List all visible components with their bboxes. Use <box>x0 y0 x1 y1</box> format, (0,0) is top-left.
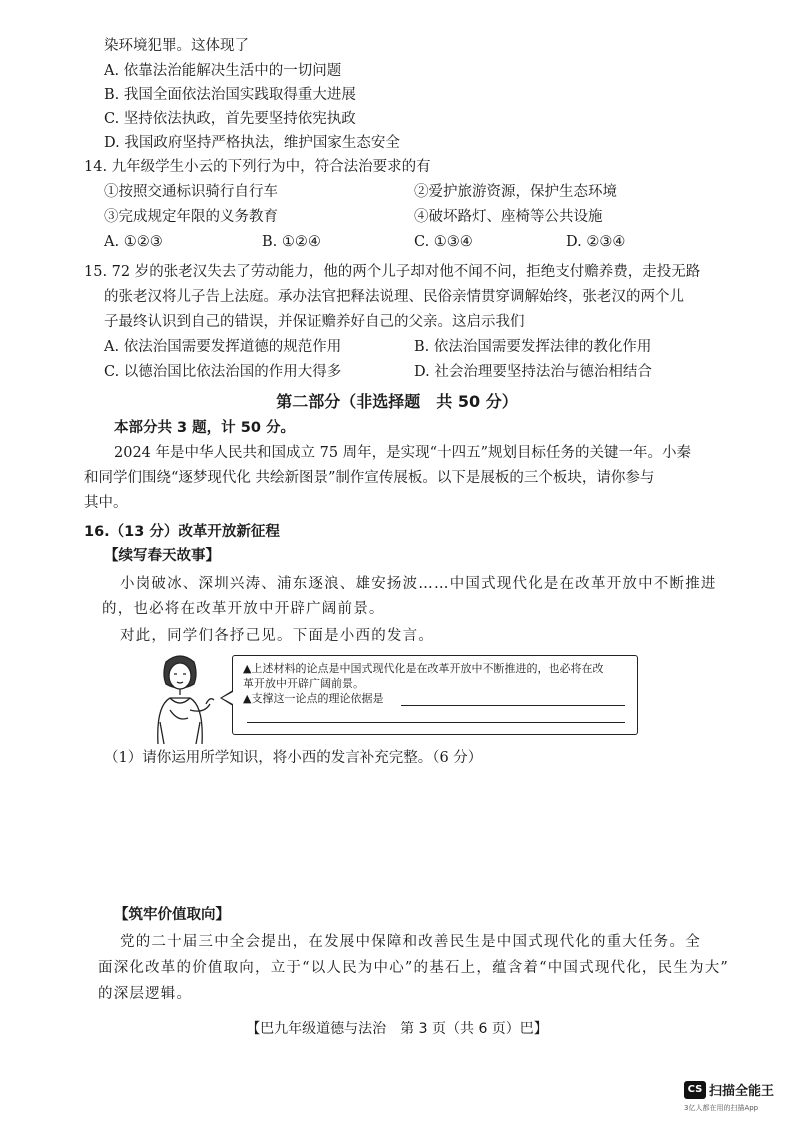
part2-intro-line-2: 和同学们围绕“逐梦现代化 共绘新图景”制作宣传展板。以下是展板的三个板块，请你参与 <box>84 470 655 486</box>
q13-stem-tail: 染环境犯罪。这体现了 <box>104 38 249 54</box>
answer-blank-1[interactable] <box>401 705 625 706</box>
part2-title: 第二部分（非选择题 共 50 分） <box>276 392 518 411</box>
q15-option-c: C. 以德治国比依法治国的作用大得多 <box>104 364 342 380</box>
q14-item-1: ①按照交通标识骑行自行车 <box>104 184 278 200</box>
q15-stem-line-1: 15. 72 岁的张老汉失去了劳动能力，他的两个儿子却对他不闻不问，拒绝支付赡养费，走投无路 <box>84 264 701 280</box>
q16-section-1-title: 【续写春天故事】 <box>104 548 220 564</box>
q14-item-4: ④破坏路灯、座椅等公共设施 <box>414 209 603 225</box>
scanner-logo: CS <box>684 1081 706 1099</box>
q13-option-c: C. 坚持依法执政，首先要坚持依宪执政 <box>104 111 356 127</box>
page-footer: 【巴九年级道德与法治 第 3 页（共 6 页）巴】 <box>246 1021 548 1037</box>
q14-stem: 14. 九年级学生小云的下列行为中，符合法治要求的有 <box>84 159 431 175</box>
part2-intro-line-3: 其中。 <box>84 495 128 511</box>
q15-stem-line-3: 子最终认识到自己的错误，并保证赡养好自己的父亲。这启示我们 <box>104 314 525 330</box>
q15-stem-line-2: 的张老汉将儿子告上法庭。承办法官把释法说理、民俗亲情贯穿调解始终，张老汉的两个儿 <box>104 289 684 305</box>
q15-option-a: A. 依法治国需要发挥道德的规范作用 <box>104 339 342 355</box>
q15-option-d: D. 社会治理要坚持法治与德治相结合 <box>414 364 652 380</box>
scanner-app-name: 扫描全能王 <box>709 1084 775 1099</box>
bubble-line-3: ▲支撑这一论点的理论依据是 <box>243 692 384 705</box>
q13-option-d: D. 我国政府坚持严格执法，维护国家生态安全 <box>104 135 400 151</box>
q16-section-1-line-1: 小岗破冰、深圳兴涛、浦东逐浪、雄安扬波……中国式现代化是在改革开放中不断推进 <box>120 576 717 592</box>
q16-section-2-title: 【筑牢价值取向】 <box>114 907 230 923</box>
q16-section-2-line-2: 面深化改革的价值取向，立于“以人民为中心”的基石上，蕴含着“中国式现代化，民生为大” <box>98 960 730 976</box>
q14-item-3: ③完成规定年限的义务教育 <box>104 209 278 225</box>
speech-bubble <box>232 655 638 735</box>
bubble-line-2: 革开放中开辟广阔前景。 <box>243 677 364 690</box>
q16-section-1-line-2: 的，也必将在改革开放中开辟广阔前景。 <box>102 601 385 617</box>
q16-section-1-line-3: 对此，同学们各抒己见。下面是小西的发言。 <box>120 628 434 644</box>
student-speaker-illustration <box>140 652 220 744</box>
part2-intro-line-1: 2024 年是中华人民共和国成立 75 周年，是实现“十四五”规划目标任务的关键一年。小秦 <box>114 445 692 461</box>
q14-option-d: D. ②③④ <box>566 234 626 250</box>
q16-stem: 16.（13 分）改革开放新征程 <box>84 524 280 540</box>
q15-option-b: B. 依法治国需要发挥法律的教化作用 <box>414 339 652 355</box>
scanner-tagline: 3亿人都在用的扫描App <box>684 1104 759 1112</box>
q14-item-2: ②爱护旅游资源，保护生态环境 <box>414 184 617 200</box>
q14-option-c: C. ①③④ <box>414 234 473 250</box>
q16-section-2-line-1: 党的二十届三中全会提出，在发展中保障和改善民生是中国式现代化的重大任务。全 <box>120 934 701 950</box>
q16-section-2-line-3: 的深层逻辑。 <box>98 986 193 1002</box>
answer-blank-2[interactable] <box>247 722 625 723</box>
q16-sub-question-1: （1）请你运用所学知识，将小西的发言补充完整。（6 分） <box>104 750 483 766</box>
q14-option-b: B. ①②④ <box>262 234 321 250</box>
part2-note: 本部分共 3 题，计 50 分。 <box>114 420 295 436</box>
q13-option-a: A. 依靠法治能解决生活中的一切问题 <box>104 63 342 79</box>
q13-option-b: B. 我国全面依法治国实践取得重大进展 <box>104 87 356 103</box>
speech-bubble-tail-fill <box>222 692 233 704</box>
q14-option-a: A. ①②③ <box>104 234 163 250</box>
bubble-line-1: ▲上述材料的论点是中国式现代化是在改革开放中不断推进的，也必将在改 <box>243 662 604 675</box>
